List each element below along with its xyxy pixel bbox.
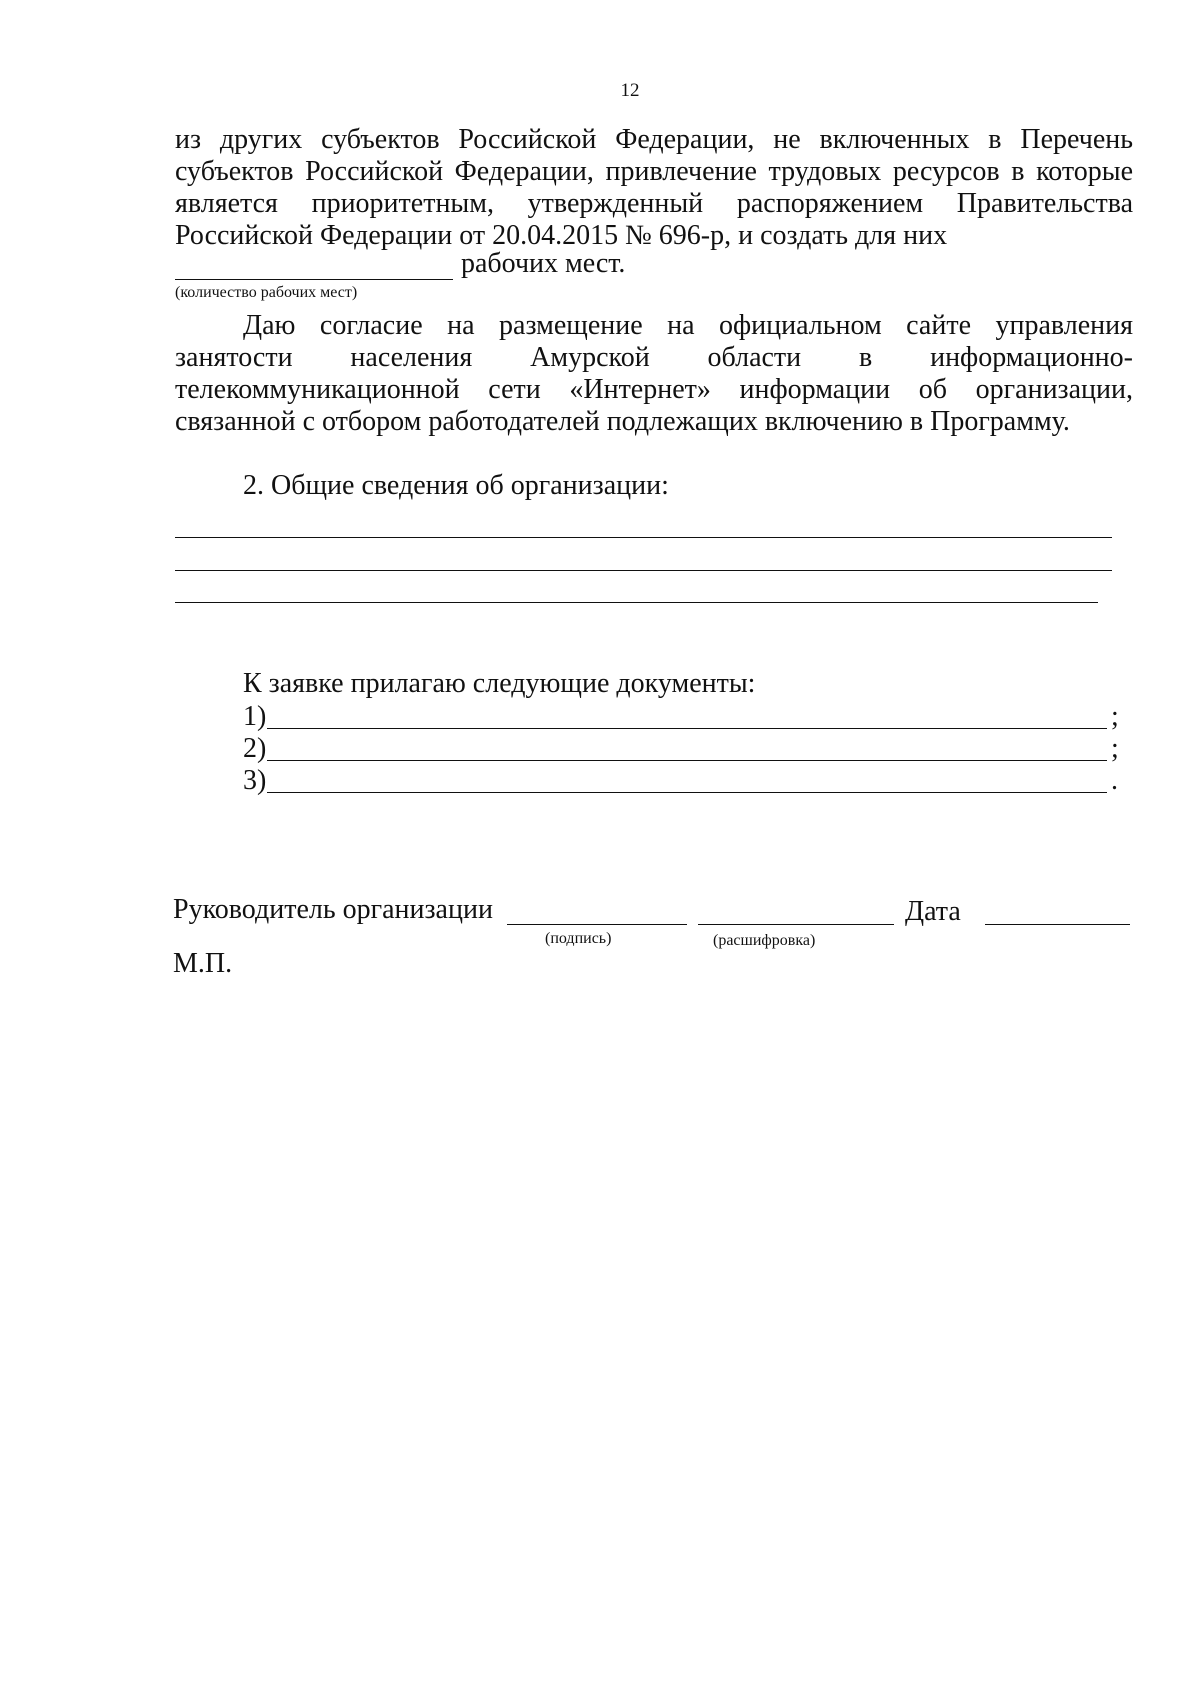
section-2-title: 2. Общие сведения об организации: [243,470,669,501]
attachments-title: К заявке прилагаю следующие документы: [243,668,756,699]
attachment-blank[interactable] [267,701,1107,729]
attachment-punct: ; [1111,733,1119,764]
attachment-number: 3) [243,765,267,796]
date-label: Дата [905,896,961,927]
org-info-line-3[interactable] [175,602,1098,603]
workplaces-count-blank[interactable] [175,253,453,280]
paragraph-intro: из других субъектов Российской Федерации, не включенных в Перечень субъектов Российской Федерации, привлечение трудовых ресурсов в которые является приоритетным, утвержденный распоряжением Правительства Российской Федерации от 20.04.2015 № 696-р, и создать для них [175,124,1133,251]
attachment-row [243,765,1123,797]
stamp-place-label: М.П. [173,948,233,979]
signature-row [173,894,1133,930]
signature-blank[interactable] [507,894,687,925]
workplaces-row [175,248,775,282]
signature-caption: (подпись) [545,930,612,947]
attachment-blank[interactable] [267,733,1107,761]
attachment-row [243,733,1123,765]
name-decode-blank[interactable] [698,894,894,925]
attachment-punct: . [1111,765,1118,796]
head-of-org-label: Руководитель организации [173,894,493,925]
org-info-line-2[interactable] [175,570,1112,571]
attachment-punct: ; [1111,701,1119,732]
attachment-row [243,701,1123,733]
attachment-number: 2) [243,733,267,764]
date-blank[interactable] [985,894,1130,925]
decode-caption: (расшифровка) [713,932,816,949]
attachment-number: 1) [243,701,267,732]
workplaces-caption: (количество рабочих мест) [175,284,358,301]
attachment-blank[interactable] [267,765,1107,793]
workplaces-suffix: рабочих мест. [461,248,626,279]
org-info-line-1[interactable] [175,537,1112,538]
page-number: 12 [620,80,640,101]
paragraph-consent: Даю согласие на размещение на официальном сайте управления занятости населения Амурской области в информационно-телекоммуникационной сети «Интернет» информации об организации, связанной с отбором работодателей подлежащих включению в Программу. [175,310,1133,437]
